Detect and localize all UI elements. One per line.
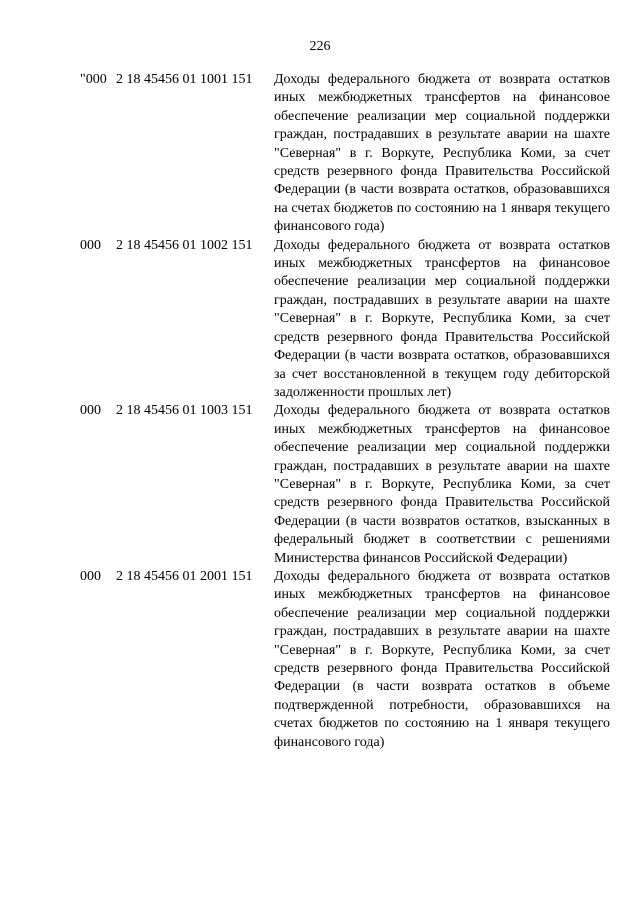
- admin-code: 000: [80, 403, 101, 419]
- table-row: [0, 402, 640, 568]
- table-row: [0, 71, 640, 237]
- budget-classification-code: 2 18 45456 01 2001 151: [116, 568, 253, 584]
- page-number: 226: [309, 39, 331, 54]
- revenue-description: Доходы федерального бюджета от возврата остатков иных межбюджетных трансфертов на финансовое обеспечение реализации мер социальной поддержки граждан, пострадавших в результате аварии на шахте "Северная" в г. Воркуте, Республика Коми, за счет средств резервного фонда Правительства Российской Федерации (в части возвратов остатков, взысканных в федеральный бюджет в соответствии с решениями Министерства финансов Российской Федерации): [274, 403, 610, 566]
- budget-classification-code: 2 18 45456 01 1002 151: [116, 237, 253, 253]
- revenue-description: Доходы федерального бюджета от возврата остатков иных межбюджетных трансфертов на финансовое обеспечение реализации мер социальной поддержки граждан, пострадавших в результате аварии на шахте "Северная" в г. Воркуте, Республика Коми, за счет средств резервного фонда Правительства Российской Федерации (в части возврата остатков в объеме подтвержденной потребности, образовавшихся на счетах бюджетов по состоянию на 1 января текущего финансового года): [274, 568, 610, 750]
- revenue-description: Доходы федерального бюджета от возврата остатков иных межбюджетных трансфертов на финансовое обеспечение реализации мер социальной поддержки граждан, пострадавших в результате аварии на шахте "Северная" в г. Воркуте, Республика Коми, за счет средств резервного фонда Правительства Российской Федерации (в части возврата остатков, образовавшихся за счет восстановленной в текущем году дебиторской задолженности прошлых лет): [274, 237, 610, 400]
- table-row: [0, 237, 640, 403]
- admin-code: 000: [80, 237, 101, 253]
- budget-classification-code: 2 18 45456 01 1003 151: [116, 403, 253, 419]
- budget-code-table: [0, 71, 640, 752]
- table-row: [0, 568, 640, 752]
- budget-classification-code: 2 18 45456 01 1001 151: [116, 72, 253, 87]
- admin-code: 000: [80, 568, 101, 584]
- revenue-description: Доходы федерального бюджета от возврата остатков иных межбюджетных трансфертов на финансовое обеспечение реализации мер социальной поддержки граждан, пострадавших в результате аварии на шахте "Северная" в г. Воркуте, Республика Коми, за счет средств резервного фонда Правительства Российской Федерации (в части возврата остатков, образовавшихся на счетах бюджетов по состоянию на 1 января текущего финансового года): [274, 72, 610, 235]
- admin-code: "000: [80, 72, 107, 87]
